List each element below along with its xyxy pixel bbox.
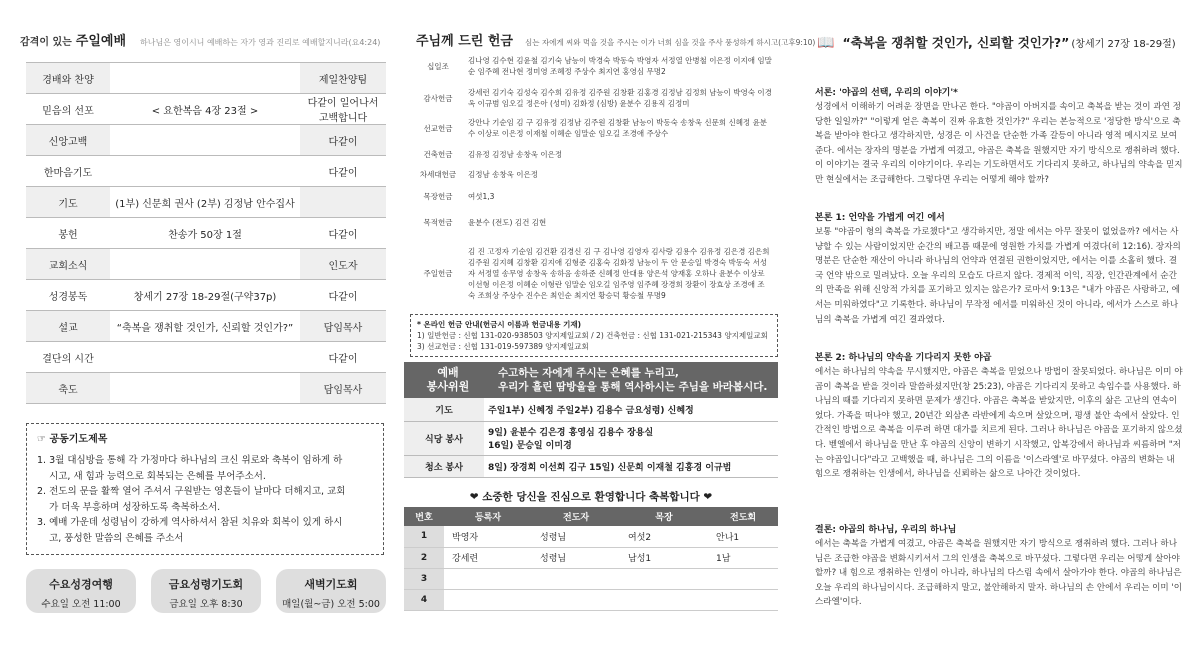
worship-item-leader: 다같이 bbox=[300, 156, 386, 187]
worship-item-name: 한마음기도 bbox=[26, 156, 110, 187]
meeting-card bbox=[276, 569, 386, 613]
sermon-section-heading: 서론: '야곱의 선택, 우리의 이야기'* bbox=[815, 88, 958, 98]
worship-item-name: 봉헌 bbox=[26, 218, 110, 249]
offering-names: 김나영 김수현 김윤철 김기숙 남능이 박경숙 박동숙 박영자 서정열 안병철 이은정 이지애 임말순 임주혜 전나현 정미영 조혜정 주상수 최지연 홍영심 무명2 bbox=[468, 56, 772, 76]
sermon-section-body: 보통 "야곱이 형의 축복을 가로챘다"고 생각하지만, 정말 에서는 아무 잘못이 없었을까? 에서는 사냥할 수 있는 사람이었지만 순간의 배고픔 때문에 영원한 가치를 가볍게 여겼다(히 12:16). 장자의 명분은 단순한 재산이 아니라 하나님의 언약과 연결된 권한이었지만, 에서는 이를 소홀히 했다. 결국 언약 밖으로 밀려났다. 오늘 우리의 모습도 다르지 않다. 경제적 이익, 직장, 인간관계에서 순간의 만족을 위해 신앙적 가치를 포기하고 있지는 않은가? 로마서 9:13은 "내가 야곱은 사랑하고, 에서는 미워하였다"고 기록한다. 하나님이 무작정 에서를 미워하신 것이 아니라, 에서가 스스로 하나님의 축복을 가볍게 여긴 결과였다. bbox=[815, 227, 1181, 325]
worship-row bbox=[26, 342, 386, 373]
registration-no: 1 bbox=[404, 526, 444, 547]
offering-header bbox=[416, 30, 815, 49]
meeting-card bbox=[26, 569, 136, 613]
worship-item-name: 기도 bbox=[26, 187, 110, 218]
worship-row bbox=[26, 125, 386, 156]
registration-cell bbox=[620, 589, 708, 610]
registration-column-header: 목장 bbox=[620, 507, 708, 526]
worship-item-leader: 인도자 bbox=[300, 249, 386, 280]
prayer-line: 시고, 새 힘과 능력으로 회복되는 은혜를 부어주소서. bbox=[37, 470, 266, 482]
worship-row bbox=[26, 187, 386, 218]
sermon-reference: (창세기 27장 18-29절) bbox=[1071, 39, 1176, 50]
worship-item-detail bbox=[110, 373, 300, 404]
registration-cell: 여섯2 bbox=[620, 526, 708, 547]
worship-title-small: 감격이 있는 bbox=[20, 37, 72, 48]
meeting-name: 새벽기도회 bbox=[304, 578, 358, 591]
worship-item-detail: < 요한복음 4장 23절 > bbox=[110, 94, 300, 125]
worship-item-name: 신앙고백 bbox=[26, 125, 110, 156]
registration-row bbox=[404, 568, 778, 589]
sermon-section bbox=[815, 352, 1183, 482]
registration-row bbox=[404, 526, 778, 547]
worship-item-leader: 담임목사 bbox=[300, 311, 386, 342]
registration-no: 4 bbox=[404, 589, 444, 610]
volunteer-row bbox=[404, 421, 778, 455]
worship-row bbox=[26, 63, 386, 94]
offering-kind: 차세대헌금 bbox=[419, 169, 457, 179]
offering-kind: 십일조 bbox=[427, 61, 449, 71]
sermon-section-heading: 본론 1: 언약을 가볍게 여긴 에서 bbox=[815, 213, 945, 223]
sermon-title: “축복을 쟁취할 것인가, 신뢰할 것인가?” bbox=[842, 35, 1070, 50]
meeting-time: 수요일 오전 11:00 bbox=[41, 599, 121, 610]
sermon-section bbox=[815, 212, 1183, 327]
welcome-banner: ❤ 소중한 당신을 진심으로 환영합니다 축복합니다 ❤ bbox=[469, 491, 713, 503]
registration-row bbox=[404, 547, 778, 568]
offering-row bbox=[416, 188, 772, 204]
offering-column bbox=[404, 0, 816, 645]
worship-item-name: 경배와 찬양 bbox=[26, 63, 110, 94]
worship-item-leader: 담임목사 bbox=[300, 373, 386, 404]
registration-registrant: 박영자 bbox=[444, 526, 532, 547]
book-icon: 📖 bbox=[817, 35, 835, 51]
volunteer-kind: 청소 봉사 bbox=[404, 455, 484, 477]
worship-item-leader: 다같이 일어나서 고백합니다 bbox=[300, 94, 386, 125]
prayer-line: 3. 예배 가운데 성령님이 강하게 역사하셔서 참된 치유와 회복이 있게 하시 bbox=[37, 517, 343, 528]
sermon-section-body: 성경에서 이해하기 어려운 장면을 만나곤 한다. "야곱이 아버지를 속이고 축복을 받는 것이 과연 정당한 일일까?" "이렇게 얻은 축복이 진짜 유효한 것인가?" 우리는 본능적으로 '정당한 방식'으로 축복을 받아야 한다고 생각하지만, 성경은 이 사건을 단순한 가족 갈등이 아니라 영적 메시지로 보여준다. 에서는 장자의 명분을 가볍게 여겼고, 야곱은 축복을 원했지만 자기 방식으로 쟁취하려 했다. 이 이야기는 결국 우리의 이야기이다. 우리는 기도하면서도 기다리지 못하고, 하나님의 약속을 믿지만 현실에서는 조급해한다. 그렇다면 우리는 어떻게 해야 할까? bbox=[815, 102, 1183, 185]
worship-item-name: 결단의 시간 bbox=[26, 342, 110, 373]
registration-registrant bbox=[444, 568, 532, 589]
prayer-line: 가 더욱 부흥하며 성장하도록 축복하소서. bbox=[37, 501, 221, 513]
prayer-list bbox=[37, 453, 373, 546]
worship-item-name: 설교 bbox=[26, 311, 110, 342]
registration-header bbox=[404, 507, 778, 526]
volunteer-names bbox=[484, 398, 778, 421]
registration-row bbox=[404, 589, 778, 610]
registration-no: 3 bbox=[404, 568, 444, 589]
worship-header bbox=[20, 30, 380, 49]
offering-kind: 건축헌금 bbox=[423, 149, 453, 159]
worship-item-leader: 다같이 bbox=[300, 280, 386, 311]
registration-registrant: 강세련 bbox=[444, 547, 532, 568]
registration-group bbox=[708, 589, 778, 610]
volunteer-line: 주일1부) 신혜정 주일2부) 김용수 금요성령) 신혜정 bbox=[488, 405, 694, 416]
registration-no: 2 bbox=[404, 547, 444, 568]
sermon-section-body: 에서는 하나님의 약속을 무시했지만, 야곱은 축복을 믿었으나 방법이 잘못되었다. 하나님은 이미 야곱이 축복을 받을 것이라 말씀하셨지만(창 25:23), 야곱은 기다리지 못하고 속임수를 사용했다. 하나님의 때를 기다리지 못하면 문제가 생긴다. 야곱은 축복을 받았지만, 이후의 삶은 고난의 연속이었다. 가족을 떠나야 했고, 20년간 외삼촌 라반에게 속으며 살았으며, 평생 불안 속에서 살았다. 인간적인 방법으로 축복을 이루려 하면 대가를 치르게 된다. 그러나 하나님은 야곱을 포기하지 않으셨다. 벧엘에서 하나님을 만난 후 야곱의 신앙이 변하기 시작했고, 압복강에서 하나님과 씨름하며 "저는 야곱입니다"라고 고백했을 때, 하나님은 그의 이름을 '이스라엘'로 바꾸셨다. 야곱의 변화는 내 힘으로 쟁취하는 인생에서, 하나님을 신뢰하는 삶으로 나아간 것이었다. bbox=[815, 367, 1183, 480]
volunteer-row bbox=[404, 455, 778, 477]
worship-title: 주일예배 bbox=[75, 34, 127, 49]
meeting-time: 금요일 오후 8:30 bbox=[169, 599, 243, 610]
offering-names: 강안나 기순임 김 구 김유정 김정남 김주원 김창환 남능이 박동숙 송창욱 신문희 신혜정 윤분수 이상로 이은정 이재철 이혜순 임말순 임오길 조경애 주상수 bbox=[468, 118, 768, 138]
worship-item-name: 교회소식 bbox=[26, 249, 110, 280]
offering-kind: 선교헌금 bbox=[423, 123, 453, 133]
worship-row bbox=[26, 156, 386, 187]
notice-title: * 온라인 헌금 안내(헌금시 이름과 헌금내용 기재) bbox=[417, 320, 582, 329]
registration-evangelist: 성령님 bbox=[532, 547, 620, 568]
registration-evangelist bbox=[532, 568, 620, 589]
offering-row bbox=[416, 84, 772, 112]
registration-evangelist: 성령님 bbox=[532, 526, 620, 547]
worship-order-column bbox=[20, 0, 390, 645]
offering-row bbox=[416, 114, 772, 142]
registration-column-header: 번호 bbox=[404, 507, 444, 526]
meeting-name: 금요성령기도회 bbox=[168, 578, 244, 591]
registration-column-header: 전도자 bbox=[532, 507, 620, 526]
worship-item-detail bbox=[110, 249, 300, 280]
sermon-section-heading: 결론: 야곱의 하나님, 우리의 하나님 bbox=[815, 525, 957, 535]
sermon-section bbox=[815, 524, 1183, 610]
worship-row bbox=[26, 94, 386, 125]
volunteer-line: 8일) 장경희 이선희 김구 15일) 신문희 이재철 김홍경 이규범 bbox=[488, 462, 732, 473]
offering-verse: 심는 자에게 씨와 먹을 것을 주시는 이가 너희 심을 것을 주사 풍성하게 하시고(고후9:10) bbox=[524, 38, 816, 47]
registration-table bbox=[404, 507, 778, 611]
offering-kind: 주일헌금 bbox=[423, 268, 453, 278]
volunteer-row bbox=[404, 398, 778, 421]
worship-item-name: 축도 bbox=[26, 373, 110, 404]
volunteer-kind: 기도 bbox=[404, 398, 484, 421]
offering-row bbox=[416, 146, 772, 162]
volunteer-names bbox=[484, 421, 778, 455]
prayer-line: 1. 3월 대심방을 통해 각 가정마다 하나님의 크신 위로와 축복이 임하게 하 bbox=[37, 455, 343, 466]
offering-row bbox=[416, 166, 772, 182]
registration-column-header: 등록자 bbox=[444, 507, 532, 526]
offering-names: 김 진 고정자 기순임 김건환 김경신 김 구 김나영 김영자 김사랑 김용수 김유정 김은경 김은희 김주원 김지혜 김창환 김지애 김형준 김홍숙 김화정 남능이 두 안 문승일 박경숙 박동숙 서성자 서정열 송무영 송창욱 송하음 송하준 신혜정 안대용 양은석 양재홍 오하나 윤분수 이상로 이선형 이은정 이혜순 이형란 임말순 임오길 임주영 임주혜 장경희 장환이 장효상 조경애 조 숙 조희상 주상수 진수은 최인순 최지연 황승덕 황승철 무명9 bbox=[468, 246, 770, 300]
worship-row bbox=[26, 249, 386, 280]
worship-item-detail: “축복을 쟁취할 것인가, 신뢰할 것인가?” bbox=[110, 311, 300, 342]
offering-kind: 감사헌금 bbox=[423, 93, 453, 103]
worship-item-detail: 창세기 27장 18-29절(구약37p) bbox=[110, 280, 300, 311]
online-offering-notice bbox=[410, 314, 778, 357]
meeting-name: 수요성경여행 bbox=[49, 578, 113, 591]
registration-column-header: 전도회 bbox=[708, 507, 778, 526]
worship-item-leader: 다같이 bbox=[300, 218, 386, 249]
sermon-section-body: 에서는 축복을 가볍게 여겼고, 야곱은 축복을 원했지만 자기 방식으로 쟁취하려 했다. 그러나 하나님은 조급한 야곱을 변화시키셔서 그의 인생을 축복으로 바꾸셨다. 그렇다면 우리는 어떻게 살아야 할까? 내 힘으로 쟁취하는 인생이 아니라, 하나님의 다스림 속에서 살아가야 한다. 야곱의 하나님은 오늘 우리의 하나님이시다. 조급해하지 말고, 불안해하지 말자. 하나님의 손 안에서 우리는 이미 '이스라엘'이다. bbox=[815, 539, 1183, 608]
worship-item-detail bbox=[110, 125, 300, 156]
offering-names: 김유정 김정남 송창욱 이은정 bbox=[468, 149, 563, 159]
worship-item-name: 믿음의 선포 bbox=[26, 94, 110, 125]
meetings bbox=[26, 569, 386, 613]
worship-item-detail: (1부) 신문희 권사 (2부) 김정남 안수집사 bbox=[110, 187, 300, 218]
worship-row bbox=[26, 311, 386, 342]
worship-item-leader: 다같이 bbox=[300, 342, 386, 373]
prayer-box bbox=[26, 423, 384, 555]
worship-item-name: 성경봉독 bbox=[26, 280, 110, 311]
sermon-section-heading: 본론 2: 하나님의 약속을 기다리지 못한 야곱 bbox=[815, 353, 992, 363]
meeting-card bbox=[151, 569, 261, 613]
offering-kind: 목장헌금 bbox=[423, 191, 453, 201]
offering-title: 주님께 드린 헌금 bbox=[416, 34, 513, 49]
offering-row bbox=[416, 52, 772, 80]
prayer-line: 2. 전도의 문을 활짝 열어 주셔서 구원받는 영혼들이 날마다 더해지고, 교회 bbox=[37, 486, 346, 497]
offering-names: 강세런 김기숙 김성숙 김수희 김유정 김주원 김창환 김홍경 김정남 김정희 남능이 박영숙 이경옥 이규범 임오길 정은아 (성미) 김화정 (심방) 윤분수 김용직 김정미 bbox=[468, 88, 772, 108]
volunteer-line: 9일) 윤분수 김은경 홍영심 김용수 장용실 bbox=[488, 428, 654, 438]
worship-verse: 하나님은 영이시니 예배하는 자가 영과 진리로 예배할지니라(요4:24) bbox=[140, 38, 381, 47]
registration-registrant bbox=[444, 589, 532, 610]
registration-evangelist bbox=[532, 589, 620, 610]
volunteer-line: 16일) 문승일 이미경 bbox=[488, 441, 572, 451]
notice-line: 1) 일반헌금 : 신협 131-020-938503 양지제일교회 / 2) 건축헌금 : 신협 131-021-215343 양지제일교회 bbox=[417, 331, 768, 340]
meeting-time: 매일(월~금) 오전 5:00 bbox=[282, 599, 380, 610]
volunteer-kind: 식당 봉사 bbox=[404, 421, 484, 455]
worship-item-leader bbox=[300, 187, 386, 218]
registration-cell bbox=[620, 568, 708, 589]
worship-order-table bbox=[26, 62, 386, 404]
volunteer-message: 수고하는 자에게 주시는 은혜를 누리고, 우리가 흘린 땀방울을 통해 역사하시는 주님을 바라봅시다. bbox=[498, 367, 768, 393]
offering-names: 김정남 송창욱 이은정 bbox=[468, 169, 538, 179]
registration-cell: 남성1 bbox=[620, 547, 708, 568]
volunteer-names bbox=[484, 455, 778, 477]
offering-names: 윤분수 (전도) 김건 김현 bbox=[468, 217, 547, 227]
volunteer-label: 예배 봉사위원 bbox=[426, 366, 470, 393]
sermon-section bbox=[815, 87, 1183, 188]
worship-row bbox=[26, 373, 386, 404]
offering-row bbox=[416, 238, 772, 308]
sermon-column bbox=[815, 0, 1183, 645]
worship-item-leader: 다같이 bbox=[300, 125, 386, 156]
worship-item-detail: 찬송가 50장 1절 bbox=[110, 218, 300, 249]
worship-item-detail bbox=[110, 156, 300, 187]
volunteer-table bbox=[404, 398, 778, 478]
prayer-line: 고, 풍성한 말씀의 은혜를 주소서 bbox=[37, 532, 184, 544]
registration-group: 1남 bbox=[708, 547, 778, 568]
worship-item-leader: 제일찬양팀 bbox=[300, 63, 386, 94]
worship-row bbox=[26, 218, 386, 249]
worship-item-detail bbox=[110, 342, 300, 373]
worship-row bbox=[26, 280, 386, 311]
registration-group bbox=[708, 568, 778, 589]
worship-item-detail bbox=[110, 63, 300, 94]
offering-names: 여섯1,3 bbox=[468, 191, 495, 201]
notice-line: 3) 선교헌금 : 신협 131-019-597389 양지제일교회 bbox=[417, 342, 589, 351]
prayer-title: ☞ 공동기도제목 bbox=[37, 434, 108, 445]
sermon-header bbox=[817, 33, 1176, 51]
offering-kind: 목적헌금 bbox=[423, 217, 453, 227]
registration-group: 안나1 bbox=[708, 526, 778, 547]
volunteer-header bbox=[404, 362, 778, 398]
offering-row bbox=[416, 212, 772, 232]
